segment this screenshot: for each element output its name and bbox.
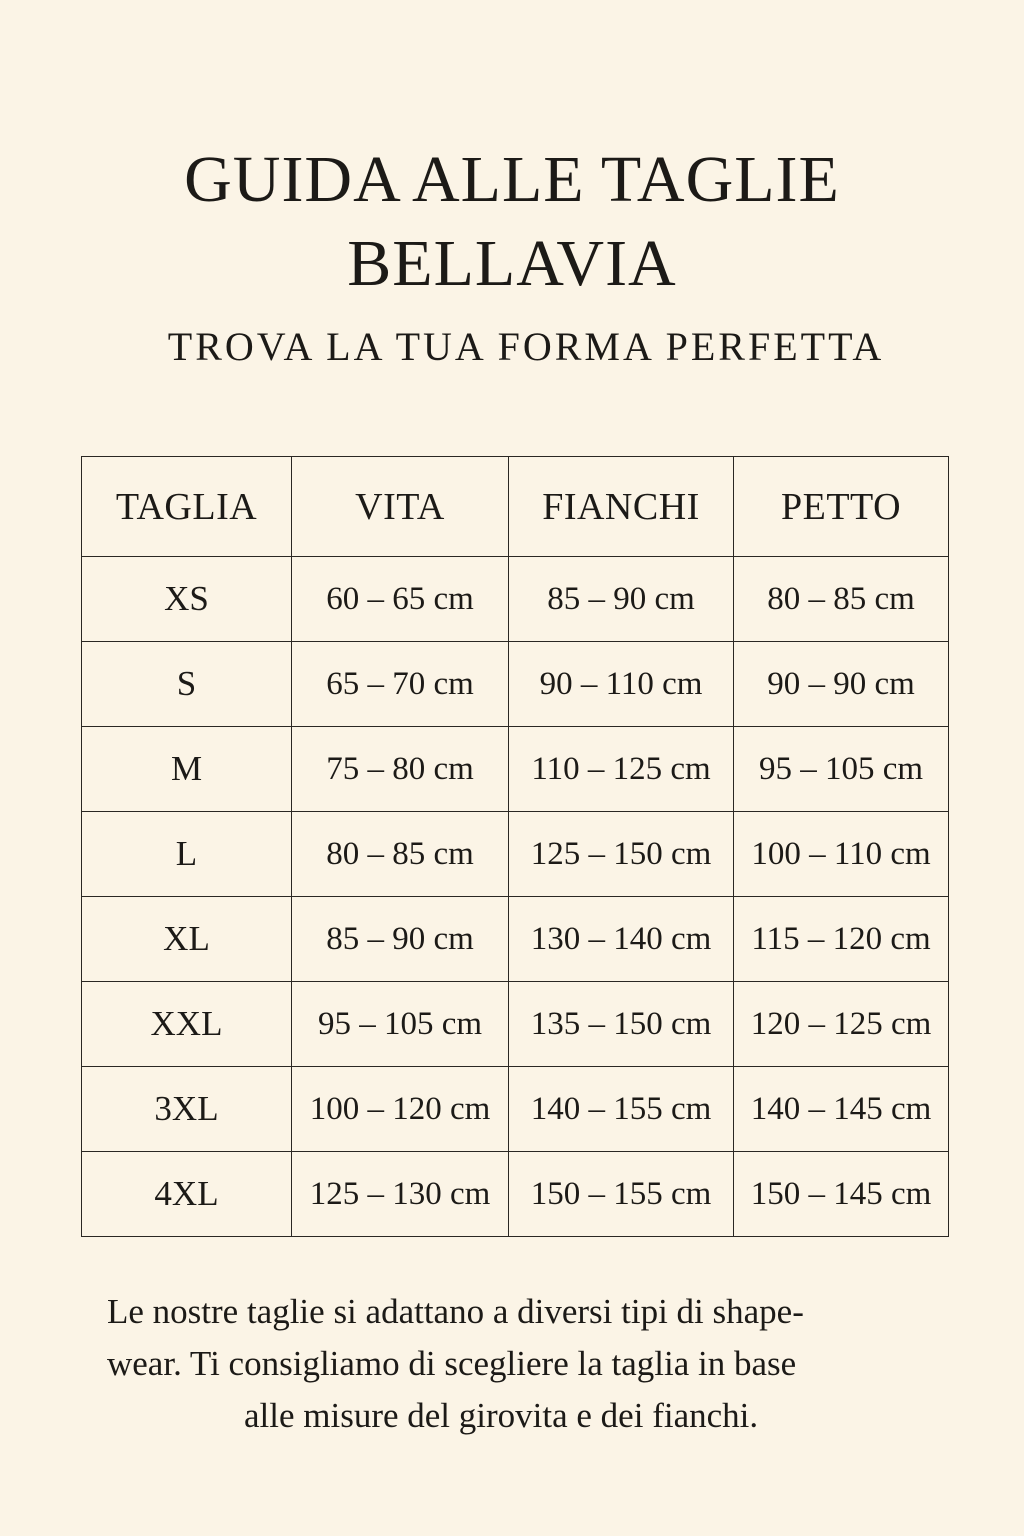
size-cell: M [82, 727, 292, 812]
petto-cell: 100 – 110 cm [734, 812, 949, 897]
petto-cell: 140 – 145 cm [734, 1067, 949, 1152]
page-title-line-1: GUIDA ALLE TAGLIE [184, 143, 840, 216]
fianchi-cell: 130 – 140 cm [509, 897, 734, 982]
vita-cell: 85 – 90 cm [292, 897, 509, 982]
fianchi-cell: 110 – 125 cm [509, 727, 734, 812]
page-subtitle: TROVA LA TUA FORMA PERFETTA [167, 324, 885, 369]
note-line-2: wear. Ti consigliamo di scegliere la taglia in base [107, 1344, 797, 1383]
size-cell: XS [82, 557, 292, 642]
size-chart-table [81, 456, 949, 1237]
vita-cell: 60 – 65 cm [292, 557, 509, 642]
petto-cell: 90 – 90 cm [734, 642, 949, 727]
table-row [82, 557, 949, 642]
table-row [82, 1067, 949, 1152]
fianchi-cell: 140 – 155 cm [509, 1067, 734, 1152]
column-header-fianchi: FIANCHI [509, 457, 734, 557]
column-header-taglia: TAGLIA [82, 457, 292, 557]
petto-cell: 150 – 145 cm [734, 1152, 949, 1237]
fianchi-cell: 90 – 110 cm [509, 642, 734, 727]
size-cell: XXL [82, 982, 292, 1067]
table-row [82, 1152, 949, 1237]
fianchi-cell: 85 – 90 cm [509, 557, 734, 642]
fianchi-cell: 125 – 150 cm [509, 812, 734, 897]
table-row [82, 982, 949, 1067]
page-title-line-2: BELLAVIA [347, 227, 677, 300]
petto-cell: 95 – 105 cm [734, 727, 949, 812]
petto-cell: 115 – 120 cm [734, 897, 949, 982]
table-row [82, 897, 949, 982]
table-row [82, 642, 949, 727]
column-header-petto: PETTO [734, 457, 949, 557]
petto-cell: 120 – 125 cm [734, 982, 949, 1067]
column-header-vita: VITA [292, 457, 509, 557]
fianchi-cell: 150 – 155 cm [509, 1152, 734, 1237]
vita-cell: 100 – 120 cm [292, 1067, 509, 1152]
vita-cell: 80 – 85 cm [292, 812, 509, 897]
table-row [82, 727, 949, 812]
table-header-row [82, 457, 949, 557]
note-line-1: Le nostre taglie si adattano a diversi tipi di shape- [107, 1292, 804, 1331]
vita-cell: 65 – 70 cm [292, 642, 509, 727]
size-cell: L [82, 812, 292, 897]
petto-cell: 80 – 85 cm [734, 557, 949, 642]
size-cell: S [82, 642, 292, 727]
vita-cell: 75 – 80 cm [292, 727, 509, 812]
table-row [82, 812, 949, 897]
fianchi-cell: 135 – 150 cm [509, 982, 734, 1067]
vita-cell: 95 – 105 cm [292, 982, 509, 1067]
vita-cell: 125 – 130 cm [292, 1152, 509, 1237]
size-cell: 3XL [82, 1067, 292, 1152]
note-line-3: alle misure del girovita e dei fianchi. [244, 1396, 759, 1435]
size-cell: XL [82, 897, 292, 982]
size-cell: 4XL [82, 1152, 292, 1237]
